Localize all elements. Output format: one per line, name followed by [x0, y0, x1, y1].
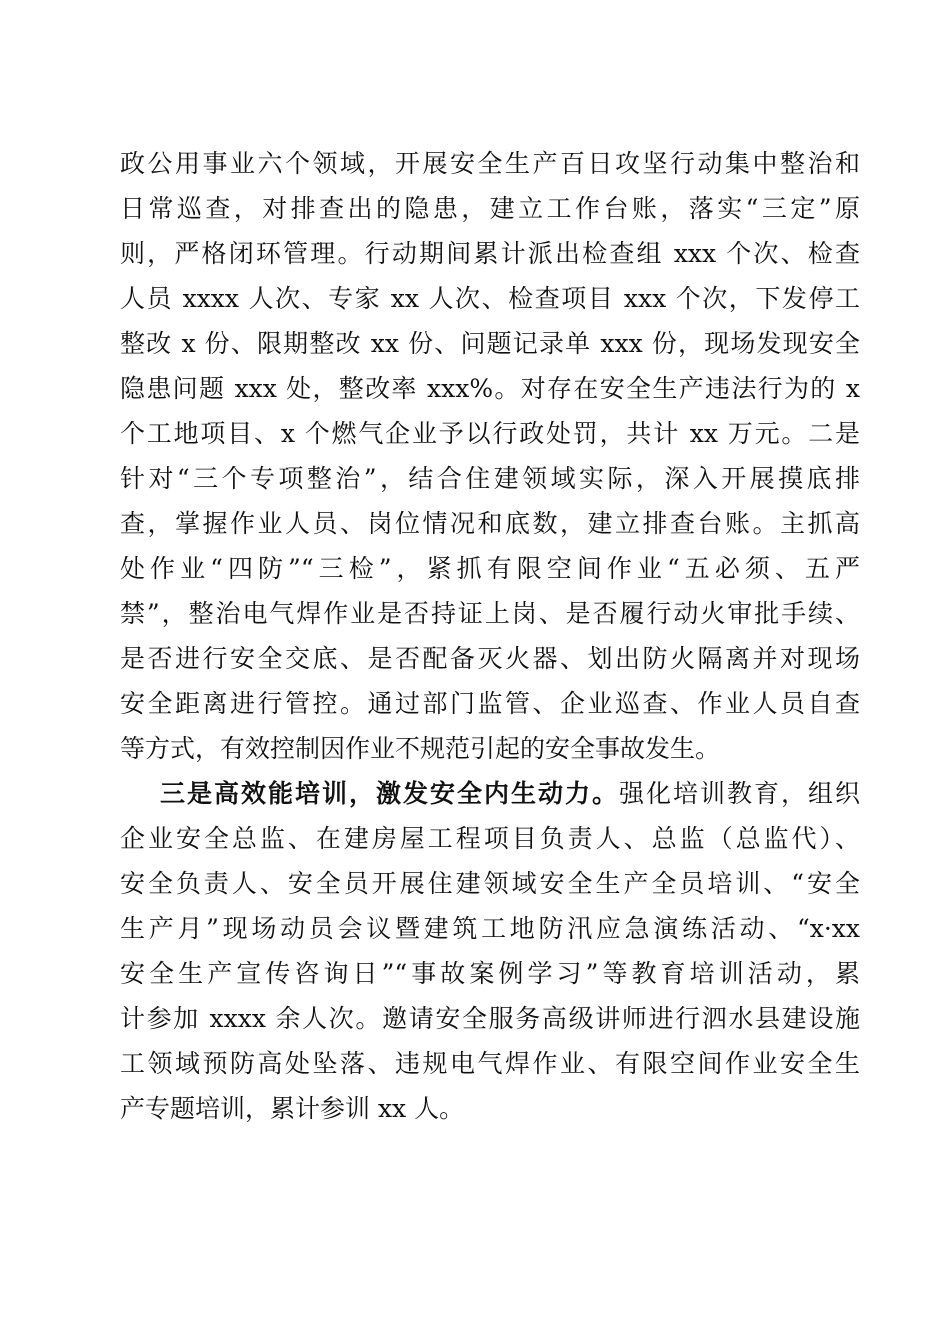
paragraph-line: 人员 xxxx 人次、专家 xx 人次、检查项目 xxx 个次，下发停工: [120, 284, 860, 313]
body-text: [120, 141, 860, 1131]
paragraph-line: 生产月”现场动员会议暨建筑工地防汛应急演练活动、“x·xx: [120, 914, 860, 943]
paragraph-line: 隐患问题 xxx 处，整改率 xxx%。对存在安全生产违法行为的 x: [120, 374, 860, 403]
paragraph-line: 个工地项目、x 个燃气企业予以行政处罚，共计 xx 万元。二是: [120, 419, 860, 448]
section-three-first-line-text: 强化培训教育，组织: [618, 779, 860, 808]
paragraph-line: 是否进行安全交底、是否配备灭火器、划出防火隔离并对现场: [120, 644, 860, 673]
section-three-heading: 三是高效能培训，激发安全内生动力。: [160, 779, 619, 808]
paragraph-line: 政公用事业六个领域，开展安全生产百日攻坚行动集中整治和: [120, 149, 860, 178]
paragraph-line: 工领域预防高处坠落、违规电气焊作业、有限空间作业安全生: [120, 1049, 860, 1078]
paragraph-line: 企业安全总监、在建房屋工程项目负责人、总监（总监代）、: [120, 824, 860, 853]
paragraph-line: 安全距离进行管控。通过部门监管、企业巡查、作业人员自查: [120, 689, 860, 718]
paragraph-line: 查，掌握作业人员、岗位情况和底数，建立排查台账。主抓高: [120, 509, 860, 538]
paragraph-line: 处作业“四防”“三检”，紧抓有限空间作业“五必须、五严: [120, 554, 860, 583]
paragraph-line: 计参加 xxxx 余人次。邀请安全服务高级讲师进行泗水县建设施: [120, 1004, 860, 1033]
paragraph-line: 安全生产宣传咨询日”“事故案例学习”等教育培训活动，累: [120, 959, 860, 988]
paragraph-line: 整改 x 份、限期整改 xx 份、问题记录单 xxx 份，现场发现安全: [120, 329, 860, 358]
section-three-first-line: [120, 771, 860, 816]
paragraph-line: 产专题培训，累计参训 xx 人。: [120, 1094, 465, 1123]
paragraph-line: 安全负责人、安全员开展住建领域安全生产全员培训、“安全: [120, 869, 860, 898]
paragraph-line: 等方式，有效控制因作业不规范引起的安全事故发生。: [120, 734, 721, 763]
paragraph-line: 日常巡查，对排查出的隐患，建立工作台账，落实“三定”原: [120, 194, 860, 223]
paragraph-line: 则，严格闭环管理。行动期间累计派出检查组 xxx 个次、检查: [120, 239, 860, 268]
paragraph-line: 禁”，整治电气焊作业是否持证上岗、是否履行动火审批手续、: [120, 599, 860, 628]
paragraph-line: 针对“三个专项整治”，结合住建领域实际，深入开展摸底排: [120, 464, 860, 493]
